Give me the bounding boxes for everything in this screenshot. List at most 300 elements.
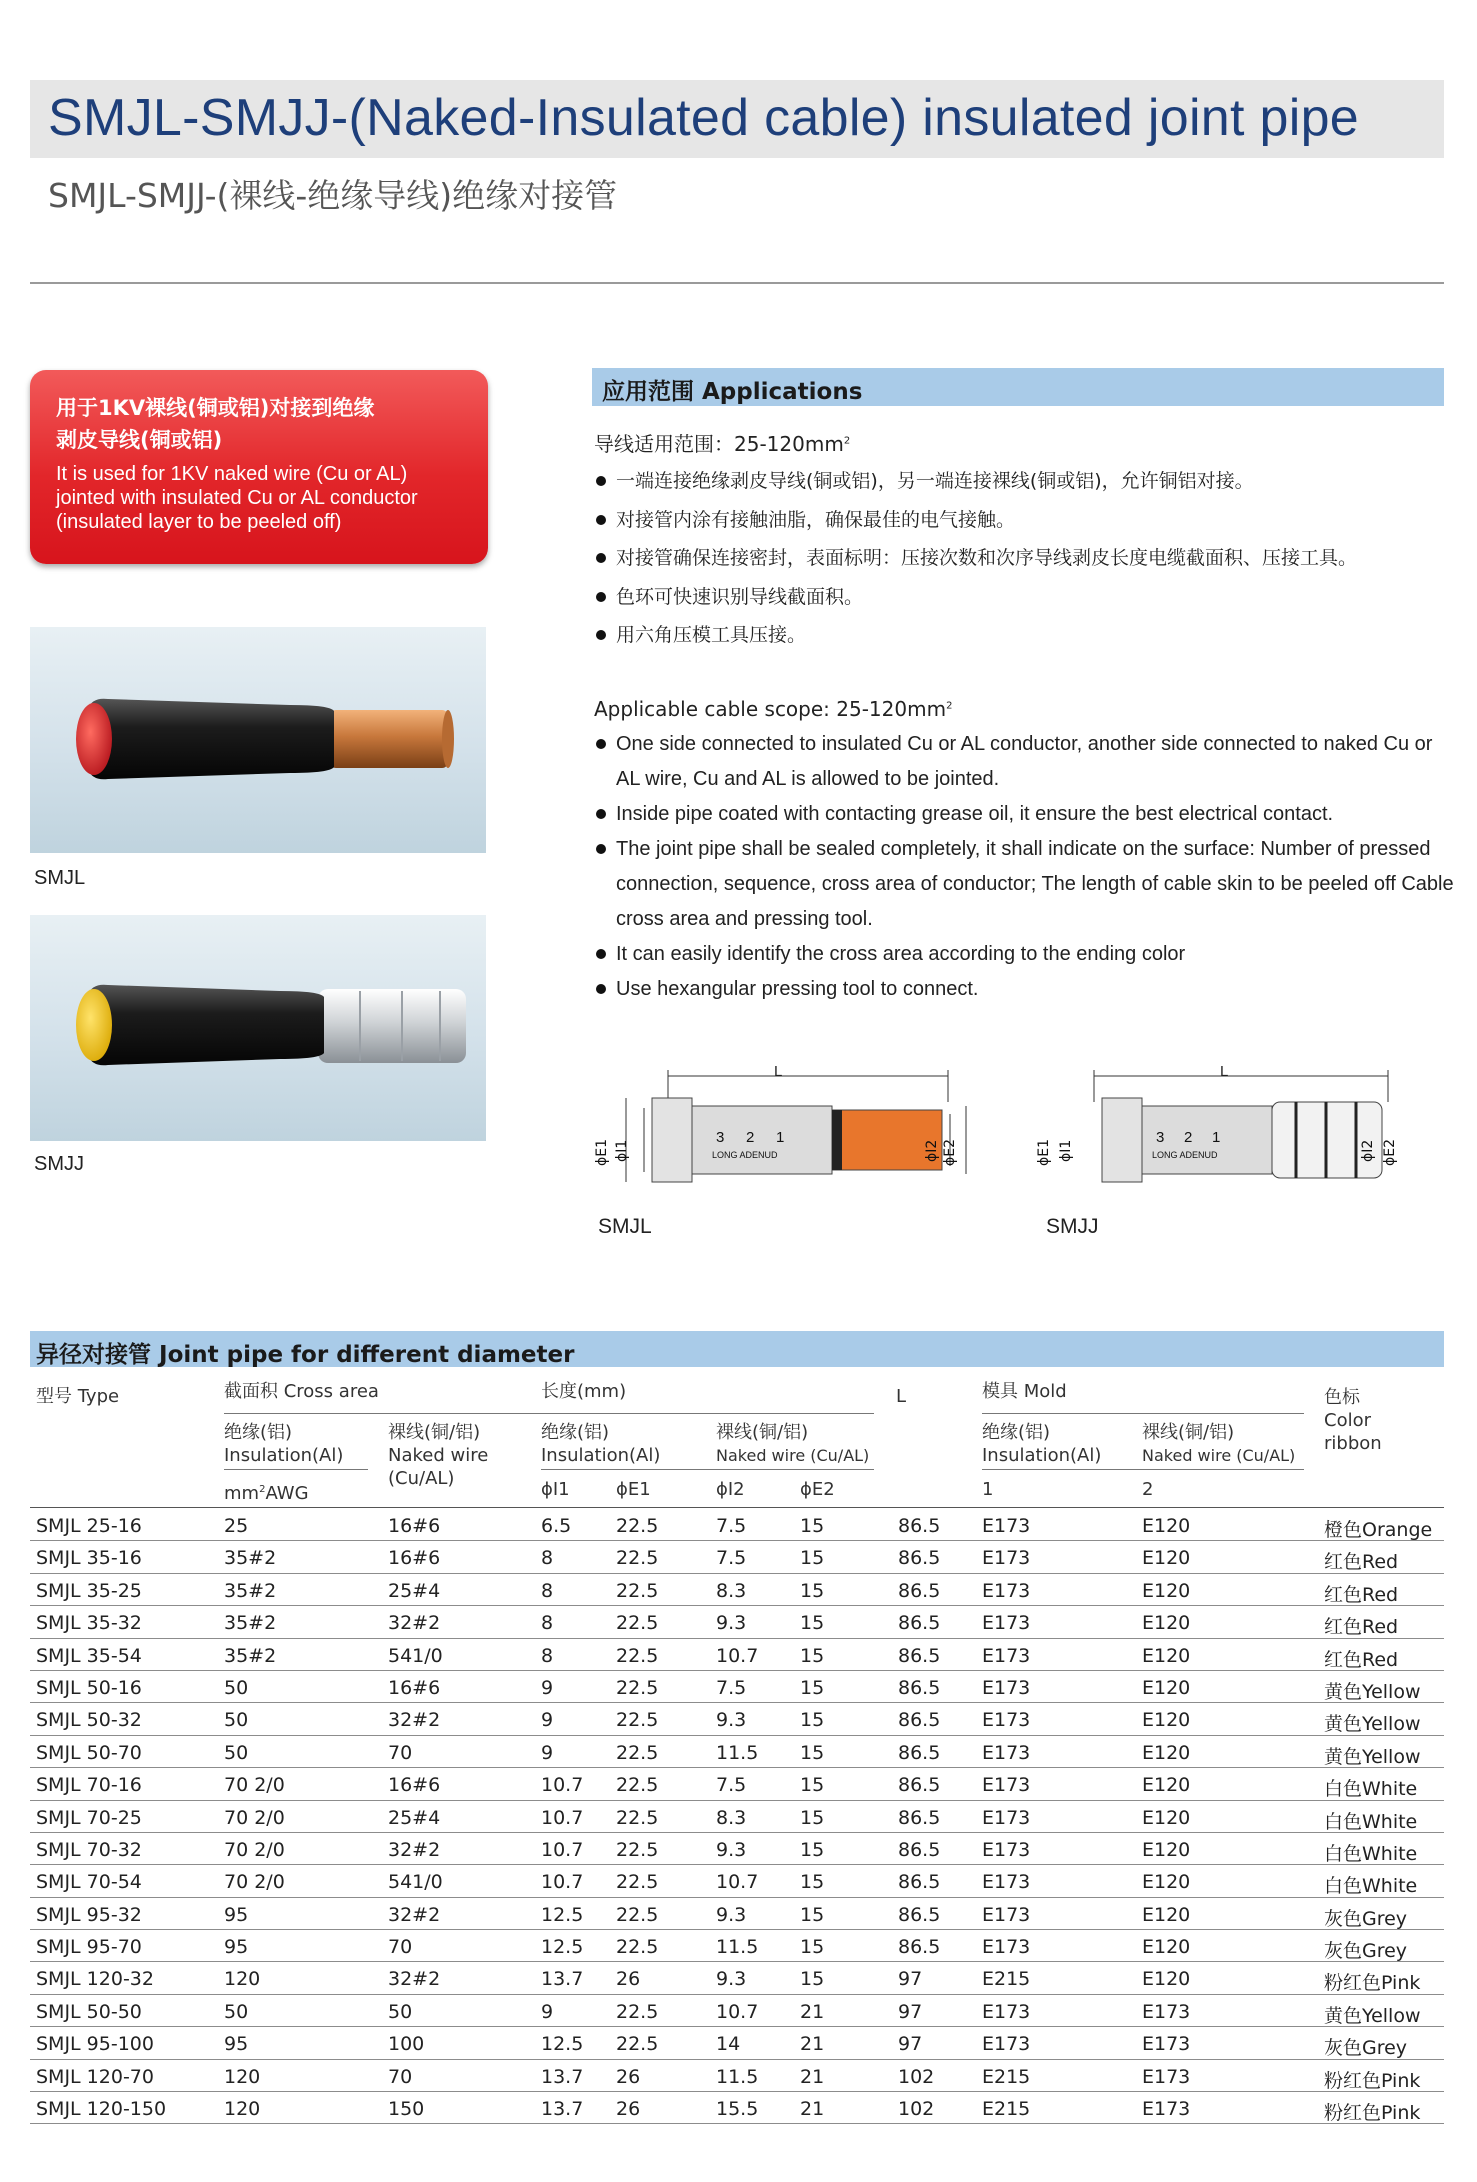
cell-type: SMJL 50-16 [36,1676,142,1699]
smjj-product-photo [30,915,486,1141]
cell-mold-2: E120 [1142,1741,1191,1764]
cell-i1: 9 [541,2000,554,2023]
cell-e2: 15 [800,1871,825,1894]
cell-i2: 10.7 [716,1644,759,1667]
smjl-connector-image [30,627,486,853]
en-cable-scope [594,697,952,721]
cell-l: 86.5 [898,1741,941,1764]
cell-mold-1: E173 [982,1612,1031,1635]
cell-i2: 11.5 [716,2065,759,2088]
cell-cross-insulation: 70 2/0 [224,1774,285,1797]
cell-i2: 14 [716,2033,741,2056]
cell-color: 粉红色Pink [1324,2102,1421,2125]
cell-cross-naked: 541/0 [388,1871,443,1894]
table-row [30,1833,1444,1865]
smjl-num-3: 3 [716,1129,725,1146]
cell-cross-insulation: 120 [224,1968,261,1991]
cell-type: SMJL 95-100 [36,2033,154,2056]
list-item: 色环可快速识别导线截面积。 [594,578,1474,617]
cell-mold-2: E120 [1142,1968,1191,1991]
usage-cn-line-2: 剥皮导线(铜或铝) [56,428,223,452]
spec-table-body [30,1509,1444,2124]
cell-cross-naked: 150 [388,2098,425,2121]
en-scope-sup: 2 [946,700,953,712]
cell-i2: 9.3 [716,1903,747,1926]
cell-mold-1: E173 [982,1774,1031,1797]
cell-i1: 13.7 [541,2098,584,2121]
cell-mold-2: E120 [1142,1644,1191,1667]
cell-l: 97 [898,1968,923,1991]
page-subtitle: SMJL-SMJJ-(裸线-绝缘导线)绝缘对接管 [48,176,618,215]
cell-cross-insulation: 95 [224,2033,249,2056]
list-item: It can easily identify the cross area according to the ending color [594,937,1454,972]
th-unit-mm: mm [224,1483,260,1504]
cell-i2: 7.5 [716,1547,747,1570]
cell-mold-1: E173 [982,1676,1031,1699]
page-title: SMJL-SMJJ-(Naked-Insulated cable) insulated joint pipe [48,89,1360,147]
cell-mold-1: E173 [982,1741,1031,1764]
th-naked-cn: 裸线(铜/铝) [1142,1422,1235,1443]
table-section-title: 异径对接管 Joint pipe for different diameter [36,1342,575,1368]
cell-i2: 15.5 [716,2098,759,2121]
cell-type: SMJL 35-32 [36,1612,142,1635]
cell-cross-insulation: 25 [224,1515,249,1537]
cell-l: 86.5 [898,1644,941,1667]
cell-cross-insulation: 70 2/0 [224,1838,285,1861]
cell-type: SMJL 95-70 [36,1936,142,1959]
cell-e1: 22.5 [616,1806,659,1829]
table-row [30,1865,1444,1897]
cell-color: 黄色Yellow [1324,1713,1421,1736]
cell-color: 红色Red [1324,1648,1399,1671]
cell-mold-1: E173 [982,1515,1031,1537]
cell-color: 黄色Yellow [1324,1680,1421,1703]
th-color-ribbon-text: ribbon [1324,1433,1382,1454]
smjl-marking: LONG ADENUD [712,1150,778,1160]
cell-type: SMJL 120-150 [36,2098,167,2121]
cell-i1: 10.7 [541,1806,584,1829]
cell-l: 86.5 [898,1936,941,1959]
smjj-diagram-label: SMJJ [1046,1215,1099,1238]
cell-e2: 15 [800,1676,825,1699]
list-item: One side connected to insulated Cu or AL conductor, another side connected to naked Cu or AL wire, Cu and AL is allowed to be jointed. [594,727,1454,797]
cell-cross-naked: 50 [388,2000,413,2023]
cell-cross-insulation: 70 2/0 [224,1871,285,1894]
cell-e1: 22.5 [616,1676,659,1699]
cell-e2: 15 [800,1709,825,1732]
cell-cross-insulation: 120 [224,2098,261,2121]
cell-type: SMJL 25-16 [36,1515,142,1537]
cell-e1: 22.5 [616,1741,659,1764]
cell-mold-2: E120 [1142,1676,1191,1699]
cell-type: SMJL 70-25 [36,1806,142,1829]
cell-cross-insulation: 50 [224,1676,249,1699]
cell-mold-2: E120 [1142,1547,1191,1570]
cell-mold-1: E173 [982,1579,1031,1602]
header-rule [982,1469,1304,1470]
cell-color: 黄色Yellow [1324,2004,1421,2027]
divider [30,282,1444,284]
cell-cross-naked: 32#2 [388,1838,441,1861]
cell-color: 红色Red [1324,1616,1399,1639]
cell-l: 86.5 [898,1806,941,1829]
cell-mold-2: E120 [1142,1838,1191,1861]
cell-mold-2: E120 [1142,1806,1191,1829]
cell-e1: 26 [616,1968,641,1991]
cell-e2: 21 [800,2000,825,2023]
cell-mold-2: E120 [1142,1612,1191,1635]
smjj-dimension-diagram [1034,1062,1404,1182]
cell-l: 86.5 [898,1709,941,1732]
cell-cross-insulation: 50 [224,1741,249,1764]
cell-cross-naked: 16#6 [388,1515,441,1537]
cell-cross-insulation: 95 [224,1903,249,1926]
cell-mold-2: E120 [1142,1871,1191,1894]
cell-cross-naked: 16#6 [388,1676,441,1699]
table-row [30,1736,1444,1768]
en-scope-text: Applicable cable scope: 25-120mm [594,697,947,721]
cell-l: 102 [898,2098,935,2121]
smjl-product-photo [30,627,486,853]
table-row [30,1995,1444,2027]
cell-l: 86.5 [898,1871,941,1894]
cell-cross-naked: 16#6 [388,1774,441,1797]
header-rule [224,1469,368,1470]
th-unit [224,1478,309,1505]
cell-cross-insulation: 50 [224,1709,249,1732]
cell-e2: 15 [800,1774,825,1797]
cell-e2: 15 [800,1644,825,1667]
smjj-marking: LONG ADENUD [1152,1150,1218,1160]
cell-cross-insulation: 50 [224,2000,249,2023]
cell-l: 86.5 [898,1579,941,1602]
cell-e2: 15 [800,1547,825,1570]
smjl-i1: ϕI1 [614,1139,630,1162]
table-row [30,1541,1444,1573]
header-rule [982,1413,1304,1414]
cell-e1: 22.5 [616,1838,659,1861]
usage-en-text [56,462,462,534]
cell-i2: 9.3 [716,1838,747,1861]
cell-mold-2: E173 [1142,2098,1191,2121]
smjl-diagram-label: SMJL [598,1215,652,1238]
smjj-connector-image [30,915,486,1141]
cn-scope-sup: 2 [843,435,851,447]
smjj-dim-l: L [1220,1063,1229,1080]
cell-e2: 15 [800,1612,825,1635]
applications-header [592,368,1444,406]
cell-l: 86.5 [898,1903,941,1926]
cell-i2: 9.3 [716,1612,747,1635]
cell-e1: 22.5 [616,1644,659,1667]
cell-cross-naked: 25#4 [388,1579,441,1602]
cell-type: SMJL 120-70 [36,2065,154,2088]
th-naked-cn: 裸线(铜/铝) [388,1422,481,1443]
cell-color: 粉红色Pink [1324,1972,1421,1995]
usage-en-line-3: (insulated layer to be peeled off) [56,511,342,533]
cell-type: SMJL 70-32 [36,1838,142,1861]
cn-scope-text: 导线适用范围：25-120mm [594,432,844,456]
th-naked-cn: 裸线(铜/铝) [716,1422,809,1443]
th-ins-en: Insulation(Al) [224,1445,344,1466]
smjj-photo-label: SMJJ [34,1153,84,1175]
cell-cross-insulation: 95 [224,1936,249,1959]
th-l: L [896,1386,907,1407]
cell-e2: 15 [800,1903,825,1926]
cell-mold-1: E173 [982,1644,1031,1667]
th-mold-naked [1142,1421,1295,1467]
smjj-num-1: 1 [1212,1129,1221,1146]
cell-l: 102 [898,2065,935,2088]
th-length: 长度(mm) [541,1381,627,1402]
cell-type: SMJL 70-54 [36,1871,142,1894]
table-row [30,1801,1444,1833]
cell-i1: 10.7 [541,1838,584,1861]
cell-type: SMJL 35-54 [36,1644,142,1667]
cell-e2: 15 [800,1936,825,1959]
cell-type: SMJL 120-32 [36,1968,154,1991]
list-item: 用六角压模工具压接。 [594,616,1474,655]
cell-i2: 7.5 [716,1774,747,1797]
cell-i2: 7.5 [716,1515,747,1537]
th-ins-cn: 绝缘(铝) [982,1422,1051,1443]
cell-l: 86.5 [898,1774,941,1797]
table-row [30,1898,1444,1930]
cell-i1: 12.5 [541,1903,584,1926]
cell-cross-naked: 70 [388,2065,413,2088]
cell-mold-2: E120 [1142,1903,1191,1926]
cell-cross-naked: 32#2 [388,1903,441,1926]
cell-mold-1: E173 [982,1838,1031,1861]
cell-e1: 22.5 [616,2033,659,2056]
cell-cross-naked: 100 [388,2033,425,2056]
th-ins-cn: 绝缘(铝) [224,1422,293,1443]
cell-mold-1: E173 [982,1871,1031,1894]
header-rule [541,1469,874,1470]
smjj-e2: ϕE2 [1382,1139,1398,1166]
cell-e1: 22.5 [616,1709,659,1732]
th-naked-en1: Naked wire [388,1445,489,1466]
cell-i1: 12.5 [541,1936,584,1959]
cell-color: 黄色Yellow [1324,1745,1421,1768]
cell-i2: 10.7 [716,2000,759,2023]
cell-i1: 10.7 [541,1774,584,1797]
cell-e1: 22.5 [616,1612,659,1635]
header-rule [224,1413,874,1414]
table-row [30,1930,1444,1962]
cell-cross-insulation: 70 2/0 [224,1806,285,1829]
table-section-header [30,1331,1444,1367]
cell-l: 86.5 [898,1838,941,1861]
usage-cn-line-1: 用于1KV裸线(铜或铝)对接到绝缘 [56,396,375,420]
cell-i1: 8 [541,1579,554,1602]
cell-color: 白色White [1324,1778,1418,1801]
cell-cross-naked: 32#2 [388,1709,441,1732]
cell-mold-2: E120 [1142,1774,1191,1797]
cell-e1: 26 [616,2098,641,2121]
cell-i2: 8.3 [716,1806,747,1829]
cell-mold-2: E173 [1142,2065,1191,2088]
cn-applications-list [594,462,1474,655]
smjj-num-3: 3 [1156,1129,1165,1146]
cell-type: SMJL 50-70 [36,1741,142,1764]
cell-mold-2: E120 [1142,1936,1191,1959]
cell-mold-1: E173 [982,1547,1031,1570]
cell-cross-naked: 32#2 [388,1968,441,1991]
cell-i2: 11.5 [716,1936,759,1959]
smjl-dimension-diagram [586,1062,956,1182]
th-naked-en-full: Naked wire (Cu/AL) [716,1446,870,1465]
header-bottom-rule [30,1507,1444,1508]
th-naked-en-full: Naked wire (Cu/AL) [1142,1446,1296,1465]
cell-l: 97 [898,2033,923,2056]
cell-i1: 8 [541,1547,554,1570]
th-mold: 模具 Mold [982,1381,1067,1402]
cell-cross-naked: 25#4 [388,1806,441,1829]
table-row [30,1671,1444,1703]
cell-e1: 22.5 [616,1903,659,1926]
usage-en-line-2: jointed with insulated Cu or AL conductor [56,487,418,509]
cell-e1: 22.5 [616,1515,659,1537]
cell-mold-1: E173 [982,2000,1031,2023]
cell-color: 白色White [1324,1810,1418,1833]
cell-mold-1: E173 [982,2033,1031,2056]
th-type: 型号 Type [36,1386,120,1407]
table-row [30,2060,1444,2092]
th-cross-naked [388,1421,488,1490]
th-ins-en: Insulation(Al) [982,1445,1102,1466]
th-naked-en2: (Cu/AL) [388,1468,455,1489]
cell-e2: 15 [800,1741,825,1764]
cell-type: SMJL 35-16 [36,1547,142,1570]
list-item: Use hexangular pressing tool to connect. [594,972,1454,1007]
table-row [30,2027,1444,2059]
list-item: 对接管确保连接密封，表面标明：压接次数和次序导线剥皮长度电缆截面积、压接工具。 [594,539,1474,578]
cell-mold-1: E173 [982,1936,1031,1959]
smjl-photo-label: SMJL [34,867,86,889]
smjj-i1: ϕI1 [1058,1139,1074,1162]
cell-i1: 9 [541,1676,554,1699]
cell-type: SMJL 70-16 [36,1774,142,1797]
cell-cross-naked: 70 [388,1936,413,1959]
cell-mold-1: E173 [982,1709,1031,1732]
cell-mold-1: E173 [982,1806,1031,1829]
cell-i2: 11.5 [716,1741,759,1764]
cell-l: 86.5 [898,1612,941,1635]
cell-cross-naked: 70 [388,1741,413,1764]
cell-i1: 8 [541,1644,554,1667]
list-item: 对接管内涂有接触油脂，确保最佳的电气接触。 [594,501,1474,540]
table-row [30,1703,1444,1735]
th-cross-insulation [224,1421,343,1467]
cell-i2: 8.3 [716,1579,747,1602]
cell-l: 86.5 [898,1676,941,1699]
cell-mold-1: E173 [982,1903,1031,1926]
th-ins-en: Insulation(Al) [541,1445,661,1466]
cell-l: 97 [898,2000,923,2023]
cell-color: 红色Red [1324,1583,1399,1606]
cell-color: 白色White [1324,1875,1418,1898]
list-item: The joint pipe shall be sealed completely, it shall indicate on the surface: Number of pressed connection, sequence, cross area of conductor; The length of cable skin to be peeled off Cable cross area and pressing tool. [594,832,1454,937]
cell-color: 红色Red [1324,1551,1399,1574]
title-bar [30,80,1444,158]
th-e1: ϕE1 [616,1479,651,1500]
cell-e2: 21 [800,2098,825,2121]
cell-type: SMJL 35-25 [36,1579,142,1602]
smjl-num-1: 1 [776,1129,785,1146]
cell-e2: 15 [800,1968,825,1991]
cell-cross-insulation: 35#2 [224,1547,277,1570]
cell-color: 粉红色Pink [1324,2069,1421,2092]
cell-mold-2: E120 [1142,1579,1191,1602]
cell-cross-naked: 32#2 [388,1612,441,1635]
cell-e2: 15 [800,1806,825,1829]
smjl-num-2: 2 [746,1129,755,1146]
smjl-e2: ϕE2 [942,1139,958,1166]
th-mold-1: 1 [982,1479,994,1500]
smjl-i2: ϕI2 [924,1139,940,1162]
th-i2: ϕI2 [716,1479,745,1500]
table-row [30,1962,1444,1994]
cell-e1: 22.5 [616,1547,659,1570]
cell-cross-insulation: 35#2 [224,1579,277,1602]
cell-type: SMJL 95-32 [36,1903,142,1926]
usage-callout [30,370,488,564]
th-color-cn: 色标 [1324,1387,1360,1408]
th-color-ribbon [1324,1386,1382,1455]
cell-color: 橙色Orange [1324,1519,1433,1541]
applications-header-text: 应用范围 Applications [602,379,863,405]
cell-l: 86.5 [898,1547,941,1570]
cell-mold-1: E215 [982,2098,1031,2121]
cell-e2: 15 [800,1579,825,1602]
cell-cross-naked: 16#6 [388,1547,441,1570]
cell-color: 灰色Grey [1324,2037,1408,2060]
table-row [30,1509,1444,1541]
cell-e1: 22.5 [616,1871,659,1894]
list-item: Inside pipe coated with contacting grease oil, it ensure the best electrical contact. [594,797,1454,832]
th-i1: ϕI1 [541,1479,570,1500]
cell-e2: 21 [800,2033,825,2056]
cell-cross-insulation: 120 [224,2065,261,2088]
th-e2: ϕE2 [800,1479,835,1500]
th-length-naked [716,1421,869,1467]
table-row [30,1606,1444,1638]
cell-e2: 21 [800,2065,825,2088]
cell-l: 86.5 [898,1515,941,1537]
cell-e2: 15 [800,1838,825,1861]
cell-e1: 22.5 [616,1579,659,1602]
en-applications-list [594,727,1454,1007]
cell-i1: 6.5 [541,1515,572,1537]
table-row [30,1574,1444,1606]
table-row [30,1639,1444,1671]
cell-type: SMJL 50-32 [36,1709,142,1732]
th-mold-insulation [982,1421,1101,1467]
cell-cross-naked: 541/0 [388,1644,443,1667]
th-color-en: Color [1324,1410,1371,1431]
smjj-e1: ϕE1 [1036,1139,1052,1166]
th-ins-cn: 绝缘(铝) [541,1422,610,1443]
cell-e1: 22.5 [616,1774,659,1797]
cell-mold-2: E120 [1142,1515,1191,1537]
cn-cable-scope [594,428,850,457]
cell-mold-1: E215 [982,2065,1031,2088]
cell-i1: 13.7 [541,2065,584,2088]
cell-mold-2: E173 [1142,2033,1191,2056]
th-unit-awg: AWG [265,1483,309,1504]
smjj-num-2: 2 [1184,1129,1193,1146]
